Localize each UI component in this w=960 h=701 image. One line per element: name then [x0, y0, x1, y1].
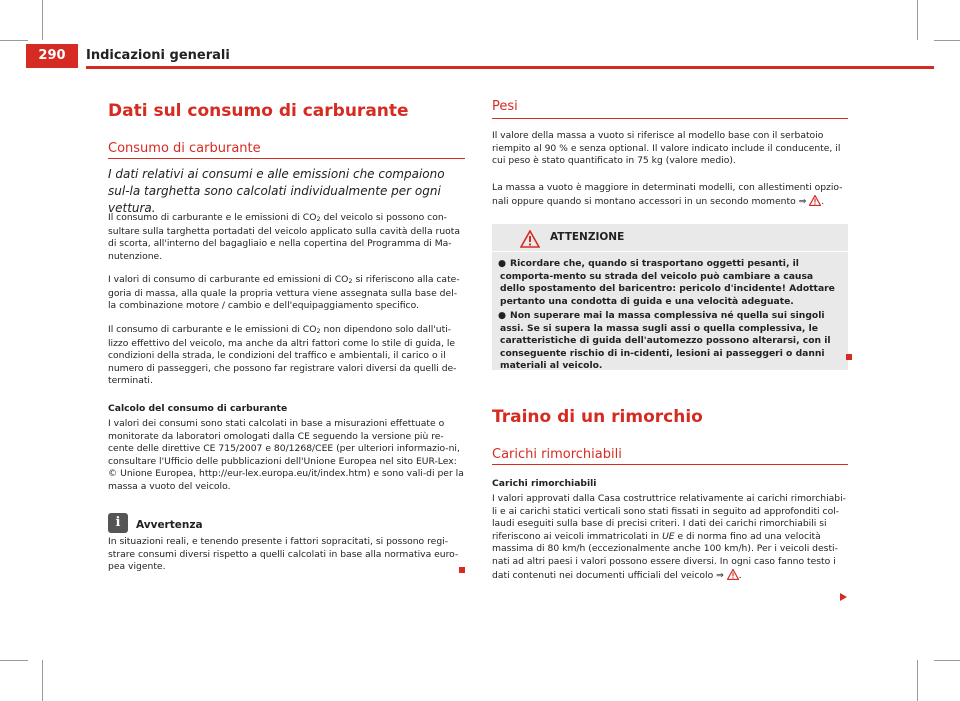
crop-mark	[0, 40, 28, 41]
paragraph-1-text-a: Il consumo di carburante e le emissioni di CO	[108, 212, 317, 223]
pesi-paragraph-2-text: La massa a vuoto è maggiore in determinati modelli, con allestimenti opzio-nali oppure quando si montano accessori in un secondo momento ⇒	[492, 182, 843, 207]
section-title-traino: Traino di un rimorchio	[492, 407, 703, 427]
ue-text: UE	[662, 530, 675, 542]
subsection-title-pesi: Pesi	[492, 99, 518, 114]
pesi-paragraph-1: Il valore della massa a vuoto si riferisce al modello base con il serbatoio riempito al 90 % e senza optional. Il valore indicato include il conducente, il cui peso è stato quantificato in 75 kg (valore medio).	[492, 130, 841, 167]
carichi-text-a: I valori approvati dalla Casa costruttrice relativamente ai carichi rimorchiabi-li e ai carichi statici verticali sono stati fissati in seguito ad approfonditi col-laudi eseguiti sulla base di precisi criteri. I dati dei carichi rimorchiabili si riferiscono ai veicoli immatricolati in	[492, 493, 847, 542]
paragraph-3-text-a: Il consumo di carburante e le emissioni di CO	[108, 324, 317, 335]
calc-paragraph: I valori dei consumi sono stati calcolati in base a misurazioni effettuate o monitorate da laboratori omologati dalla CE seguendo la versione più re-cente delle direttive CE 715/2007 e 80/1268/CEE (per ulteriori informazio-ni, consultare l'Ufficio delle pubblicazioni dell'Unione Europea nel sito EUR-Lex: © Unione Europea, http://eur-lex.europa.eu/it/index.htm) e sono vali-di per la massa a vuoto del veicolo.	[108, 418, 464, 492]
carichi-heading: Carichi rimorchiabili	[492, 478, 597, 489]
warning-ref-icon	[727, 569, 739, 580]
header-rule	[86, 66, 934, 69]
subsection-rule	[492, 464, 848, 465]
paragraph-3	[108, 324, 465, 388]
paragraph-1-text-b: del veicolo si possono con-sultare sulla targhetta portadati del veicolo applicato sulla cavità della ruota di scorta, all'interno del bagagliaio e nella copertina del Programma di Ma-nutenzione.	[108, 212, 460, 262]
co2-subscript: 2	[316, 215, 321, 223]
continue-arrow-icon	[840, 593, 847, 601]
warning-box	[492, 224, 848, 370]
warning-item-2: Non superare mai la massa complessiva né quella sui singoli assi. Se si supera la massa sugli assi o quella complessiva, le caratteristiche di guida dell'automezzo possono alterarsi, con il conseguente rischio di in-cidenti, lesioni ai passeggeri o danni materiali al veicolo.	[500, 310, 831, 372]
paragraph-1	[108, 212, 465, 263]
paragraph-2-text-a: I valori di consumo di carburante ed emissioni di CO	[108, 274, 349, 285]
section-end-marker	[459, 567, 465, 573]
warning-icon	[520, 230, 540, 248]
lead-paragraph: I dati relativi ai consumi e alle emissioni che compaiono sul-la targhetta sono calcolati individualmente per ogni vettura.	[108, 167, 445, 215]
co2-subscript: 2	[348, 277, 353, 285]
co2-subscript: 2	[316, 327, 321, 335]
crop-mark	[917, 0, 918, 40]
warning-title: ATTENZIONE	[550, 231, 625, 243]
subsection-title-carichi: Carichi rimorchiabili	[492, 447, 622, 462]
subsection-rule	[108, 158, 465, 159]
subsection-title-consumo: Consumo di carburante	[108, 141, 261, 156]
page-number: 290	[26, 44, 78, 68]
crop-mark	[934, 40, 960, 41]
bullet: ●	[498, 310, 507, 321]
header-title: Indicazioni generali	[86, 48, 230, 63]
carichi-paragraph: I valori approvati dalla Casa costruttrice relativamente ai carichi rimorchiabi-li e ai carichi statici verticali sono stati fissati in seguito ad approfonditi col-laudi eseguiti sulla base di precisi criteri. I dati dei carichi rimorchiabili si riferiscono ai veicoli immatricolati in UE e di norma fino ad una velocità massima di 80 km/h (eccezionalmente anche 100 km/h). Per i veicoli desti-nati ad altri paesi i valori possono essere diversi. In ogni caso fanno testo i dati contenuti nei documenti ufficiali del veicolo ⇒ .	[492, 493, 847, 581]
carichi-text-b: e di norma fino ad una velocità massima di 80 km/h (eccezionalmente anche 100 km/h). Per i veicoli desti-nati ad altri paesi i valori possono essere diversi. In ogni caso fanno testo i dati contenuti nei documenti ufficiali del veicolo ⇒	[492, 530, 838, 581]
section-end-marker	[846, 354, 852, 360]
warning-item-1: Ricordare che, quando si trasportano oggetti pesanti, il comporta-mento su strada del veicolo può cambiare a causa dello spostamento del baricentro: pericolo d'incidente! Adottare pertanto una condotta di guida e una velocità adeguate.	[500, 258, 835, 307]
crop-mark	[917, 660, 918, 701]
crop-mark	[0, 660, 28, 661]
bullet: ●	[498, 258, 507, 269]
calc-heading: Calcolo del consumo di carburante	[108, 403, 288, 414]
crop-mark	[934, 660, 960, 661]
subsection-rule	[492, 118, 848, 119]
warning-ref-icon	[809, 195, 821, 206]
crop-mark	[42, 0, 43, 40]
pesi-paragraph-2: La massa a vuoto è maggiore in determinati modelli, con allestimenti opzio-nali oppure quando si montano accessori in un secondo momento ⇒ .	[492, 182, 843, 207]
note-paragraph: In situazioni reali, e tenendo presente i fattori sopracitati, si possono regi-strare consumi diversi rispetto a quelli calcolati in base alla normativa euro-pea vigente.	[108, 536, 459, 573]
paragraph-3-text-b: non dipendono solo dall'uti-lizzo effettivo del veicolo, ma anche da altri fattori come lo stile di guida, le condizioni della strada, le condizioni del traffico e ambientali, il carico o il numero di passeggeri, che possono far registrare valori diversi da quelli de-terminati.	[108, 324, 457, 387]
paragraph-2	[108, 274, 465, 313]
paragraph-2-text-b: si riferiscono alla cate-goria di massa, alla quale la propria vettura viene assegnata sulla base del-la combinazione motore / cambio e dell'equipaggiamento specifico.	[108, 274, 460, 312]
crop-mark	[42, 660, 43, 701]
note-title: Avvertenza	[136, 519, 203, 531]
info-icon: i	[108, 513, 128, 533]
section-title-consumo: Dati sul consumo di carburante	[108, 101, 409, 121]
warning-divider	[492, 251, 848, 252]
